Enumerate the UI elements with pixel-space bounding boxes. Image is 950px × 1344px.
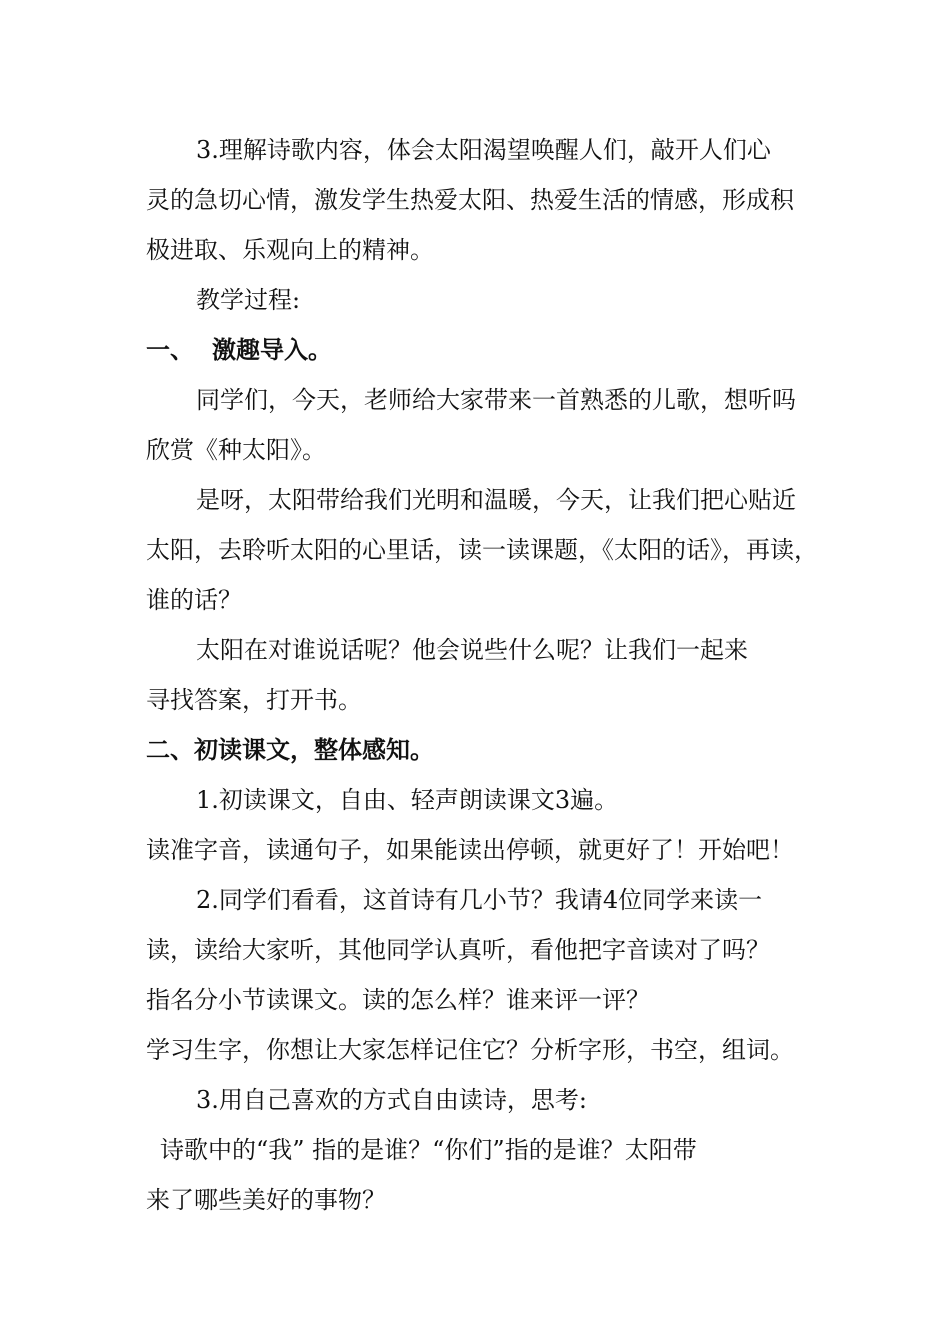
- section-1-title: 激趣导入。: [212, 336, 332, 364]
- objective-3-line-2: 灵的急切心情，激发学生热爱太阳、热爱生活的情感，形成积: [146, 186, 794, 214]
- step-2-line-1: 2.同学们看看，这首诗有几小节？我请4位同学来读一: [196, 886, 763, 914]
- intro-paragraph-3-line-1: 太阳在对谁说话呢？他会说些什么呢？让我们一起来: [196, 636, 748, 664]
- step-3-line-2: 诗歌中的“我” 指的是谁？“你们”指的是谁？太阳带: [160, 1136, 697, 1164]
- step-2-line-4: 学习生字，你想让大家怎样记住它？分析字形，书空，组词。: [146, 1036, 794, 1064]
- objective-3-line-3: 极进取、乐观向上的精神。: [146, 236, 434, 264]
- step-3-line-3: 来了哪些美好的事物？: [146, 1186, 386, 1214]
- section-1-heading: [146, 334, 846, 366]
- step-1-line-2: 读准字音，读通句子，如果能读出停顿，就更好了！开始吧！: [146, 836, 794, 864]
- step-2-line-3: 指名分小节读课文。读的怎么样？谁来评一评？: [146, 986, 650, 1014]
- intro-paragraph-2-line-2: 太阳，去聆听太阳的心里话，读一读课题，《太阳的话》，再读，: [146, 536, 818, 564]
- step-1-line-1: 1.初读课文，自由、轻声朗读课文3遍。: [196, 786, 619, 814]
- step-2-line-2: 读，读给大家听，其他同学认真听，看他把字音读对了吗？: [146, 936, 770, 964]
- section-1-number: 一、: [146, 336, 194, 364]
- intro-paragraph-3-line-2: 寻找答案，打开书。: [146, 686, 362, 714]
- objective-3-line-1: 3.理解诗歌内容，体会太阳渴望唤醒人们，敲开人们心: [196, 136, 771, 164]
- section-2-heading: 二、初读课文，整体感知。: [146, 736, 434, 764]
- intro-paragraph-2-line-3: 谁的话？: [146, 586, 242, 614]
- teaching-process-label: 教学过程:: [196, 286, 301, 314]
- step-3-line-1: 3.用自己喜欢的方式自由读诗，思考:: [196, 1086, 587, 1114]
- intro-paragraph-1-line-2: 欣赏《种太阳》。: [146, 436, 326, 464]
- intro-paragraph-2-line-1: 是呀，太阳带给我们光明和温暖，今天，让我们把心贴近: [196, 486, 796, 514]
- intro-paragraph-1-line-1: 同学们，今天，老师给大家带来一首熟悉的儿歌，想听吗: [196, 386, 796, 414]
